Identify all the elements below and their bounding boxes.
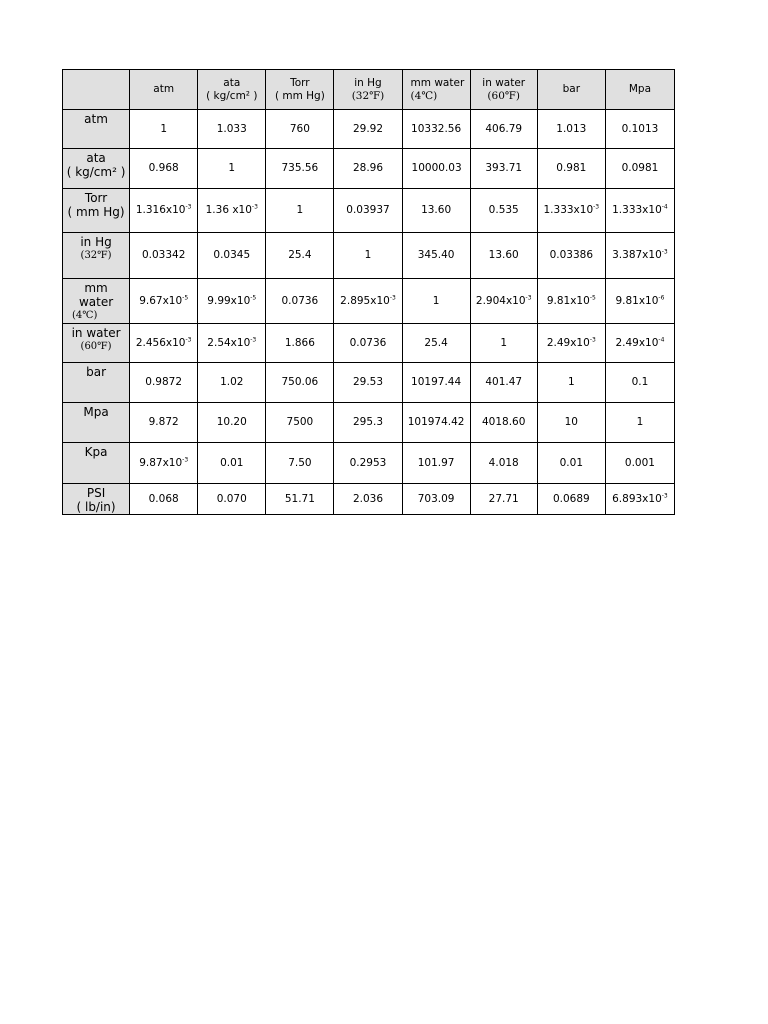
value-cell xyxy=(266,484,334,515)
column-header-line2: (32℉) xyxy=(351,89,385,102)
value-base: 0.0345 xyxy=(213,249,251,261)
value-cell xyxy=(537,484,605,515)
value-base: 0.1013 xyxy=(621,122,659,135)
value-exponent: -3 xyxy=(182,456,189,463)
value-base: 3.387x10 xyxy=(612,249,662,261)
value-cell xyxy=(130,324,198,363)
row-header xyxy=(63,484,130,515)
row-header-line1: in water xyxy=(71,326,121,340)
row-header xyxy=(63,403,130,443)
value-base: 51.71 xyxy=(284,492,315,505)
value-base: 0.070 xyxy=(216,492,247,505)
value-base: 9.99x10 xyxy=(207,294,251,307)
value-cell xyxy=(334,189,402,233)
column-header xyxy=(130,70,198,110)
value-base: 0.01 xyxy=(220,456,244,469)
value-base: 1.333x10 xyxy=(612,204,662,216)
value-base: 1 xyxy=(160,122,167,135)
value-cell xyxy=(537,189,605,233)
value-base: 1 xyxy=(432,294,440,307)
row-header-line1: bar xyxy=(86,365,106,379)
value-cell xyxy=(605,324,674,363)
row-header-line2: ( lb/in) xyxy=(76,500,116,514)
value-cell xyxy=(470,324,537,363)
table-row xyxy=(63,324,675,363)
value-base: 1.316x10 xyxy=(135,204,186,216)
value-cell xyxy=(198,443,266,484)
value-cell xyxy=(266,110,334,149)
value-base: 703.09 xyxy=(417,492,455,505)
value-cell xyxy=(402,484,470,515)
value-cell xyxy=(266,189,334,233)
value-exponent: -5 xyxy=(250,294,257,301)
value-base: 0.0736 xyxy=(349,336,387,349)
value-cell xyxy=(334,110,402,149)
table-row xyxy=(63,110,675,149)
value-cell xyxy=(266,403,334,443)
row-header xyxy=(63,443,130,484)
row-header xyxy=(63,363,130,403)
value-base: 393.71 xyxy=(485,162,523,174)
value-cell xyxy=(402,279,470,324)
value-base: 0.068 xyxy=(148,492,179,505)
value-cell xyxy=(334,279,402,324)
value-base: 10 xyxy=(564,416,578,428)
value-exponent: -4 xyxy=(661,203,668,211)
value-cell xyxy=(130,149,198,189)
value-cell xyxy=(470,363,537,403)
value-cell xyxy=(198,149,266,189)
value-cell xyxy=(130,110,198,149)
value-base: 9.872 xyxy=(148,416,179,428)
value-base: 25.4 xyxy=(424,336,448,349)
value-base: 101974.42 xyxy=(407,416,465,428)
header-row xyxy=(63,70,675,110)
row-header-line1: Kpa xyxy=(84,445,108,459)
value-cell xyxy=(198,189,266,233)
value-cell xyxy=(334,484,402,515)
value-base: 9.81x10 xyxy=(615,294,659,307)
column-header-line1: Mpa xyxy=(628,83,652,95)
value-cell xyxy=(334,233,402,279)
column-header-line1: bar xyxy=(562,83,581,95)
value-base: 1.013 xyxy=(556,122,587,135)
value-base: 25.4 xyxy=(288,249,312,261)
value-cell xyxy=(605,233,674,279)
value-cell xyxy=(266,324,334,363)
value-cell xyxy=(537,324,605,363)
row-header-line3: (4℃) xyxy=(72,310,98,321)
value-base: 0.03342 xyxy=(141,249,186,261)
value-cell xyxy=(198,233,266,279)
value-cell xyxy=(266,149,334,189)
value-base: 2.895x10 xyxy=(340,294,390,307)
value-exponent: -3 xyxy=(525,294,532,301)
row-header xyxy=(63,110,130,149)
row-header-line1: in Hg xyxy=(80,235,112,249)
value-base: 1 xyxy=(500,336,508,349)
value-base: 2.54x10 xyxy=(207,336,251,349)
value-cell xyxy=(537,403,605,443)
value-cell xyxy=(198,110,266,149)
value-base: 7500 xyxy=(286,416,314,428)
value-base: 28.96 xyxy=(352,162,384,174)
table-row xyxy=(63,403,675,443)
value-base: 0.535 xyxy=(488,204,519,216)
row-header-line2: (32℉) xyxy=(80,250,112,261)
value-exponent: -3 xyxy=(589,336,596,343)
column-header-line2: ( kg/cm² ) xyxy=(206,89,258,102)
value-base: 13.60 xyxy=(421,204,452,216)
value-cell xyxy=(266,233,334,279)
row-header xyxy=(63,233,130,279)
value-cell xyxy=(402,403,470,443)
column-header-line2: ( mm Hg) xyxy=(274,89,325,102)
value-base: 101.97 xyxy=(417,456,455,469)
value-cell xyxy=(537,443,605,484)
value-base: 4.018 xyxy=(488,456,519,469)
value-base: 406.79 xyxy=(485,122,523,135)
value-exponent: -3 xyxy=(389,294,396,301)
column-header-line2: (4℃) xyxy=(410,89,438,102)
value-base: 1.36 x10 xyxy=(205,204,252,216)
value-base: 0.0736 xyxy=(281,294,319,307)
column-header-line1: atm xyxy=(153,83,175,95)
value-base: 6.893x10 xyxy=(612,492,662,505)
value-base: 1 xyxy=(364,249,372,261)
value-cell xyxy=(470,110,537,149)
value-cell xyxy=(198,403,266,443)
value-cell xyxy=(334,403,402,443)
value-base: 0.2953 xyxy=(349,456,387,469)
value-cell xyxy=(470,279,537,324)
value-base: 9.87x10 xyxy=(139,456,183,469)
value-cell xyxy=(470,189,537,233)
row-header xyxy=(63,324,130,363)
table-row xyxy=(63,149,675,189)
value-base: 0.9872 xyxy=(145,376,183,388)
value-cell xyxy=(605,149,674,189)
row-header xyxy=(63,189,130,233)
column-header xyxy=(605,70,674,110)
table-row xyxy=(63,443,675,484)
value-exponent: -3 xyxy=(250,336,257,343)
column-header-line1: Torr xyxy=(290,76,310,89)
value-base: 1.02 xyxy=(220,376,244,388)
value-base: 0.981 xyxy=(556,162,587,174)
value-base: 2.49x10 xyxy=(615,336,659,349)
value-base: 2.49x10 xyxy=(546,336,590,349)
value-base: 2.904x10 xyxy=(475,294,526,307)
value-cell xyxy=(198,324,266,363)
table-row xyxy=(63,279,675,324)
value-exponent: -5 xyxy=(182,294,189,301)
value-cell xyxy=(198,279,266,324)
value-exponent: -3 xyxy=(661,248,668,256)
value-cell xyxy=(470,484,537,515)
value-exponent: -3 xyxy=(185,203,192,211)
value-exponent: -4 xyxy=(658,336,665,343)
column-header xyxy=(470,70,537,110)
value-base: 10000.03 xyxy=(411,162,462,174)
value-cell xyxy=(605,403,674,443)
value-cell xyxy=(537,149,605,189)
column-header xyxy=(266,70,334,110)
value-cell xyxy=(605,189,674,233)
row-header-line2: water xyxy=(78,295,114,309)
value-cell xyxy=(334,149,402,189)
table-row xyxy=(63,484,675,515)
value-base: 0.001 xyxy=(624,456,655,469)
column-header-line2: (60℉) xyxy=(487,89,520,102)
table-row xyxy=(63,233,675,279)
column-header xyxy=(334,70,402,110)
value-cell xyxy=(130,279,198,324)
value-exponent: -3 xyxy=(593,203,600,211)
value-base: 1 xyxy=(636,416,644,428)
value-base: 10332.56 xyxy=(411,122,462,135)
value-cell xyxy=(402,149,470,189)
value-cell xyxy=(605,363,674,403)
value-base: 10.20 xyxy=(216,416,247,428)
value-cell xyxy=(334,443,402,484)
row-header-line2: ( kg/cm² ) xyxy=(66,165,126,179)
value-cell xyxy=(605,110,674,149)
row-header-line1: PSI xyxy=(86,486,106,500)
value-cell xyxy=(402,363,470,403)
value-cell xyxy=(402,324,470,363)
value-cell xyxy=(470,443,537,484)
row-header-line2: (60℉) xyxy=(80,341,112,352)
value-base: 0.03937 xyxy=(346,204,390,216)
value-cell xyxy=(537,363,605,403)
value-base: 0.1 xyxy=(631,376,649,388)
column-header xyxy=(198,70,266,110)
value-cell xyxy=(470,233,537,279)
value-base: 29.53 xyxy=(352,376,384,388)
value-cell xyxy=(266,279,334,324)
value-base: 1 xyxy=(567,376,575,388)
column-header-line1: ata xyxy=(223,76,241,89)
table-row xyxy=(63,189,675,233)
value-base: 9.67x10 xyxy=(139,294,183,307)
value-base: 9.81x10 xyxy=(546,294,590,307)
value-cell xyxy=(266,443,334,484)
value-base: 4018.60 xyxy=(482,416,526,428)
value-cell xyxy=(605,443,674,484)
value-cell xyxy=(130,403,198,443)
value-base: 760 xyxy=(289,122,310,135)
row-header-line1: mm xyxy=(84,281,108,295)
value-base: 401.47 xyxy=(485,376,523,388)
value-base: 0.01 xyxy=(559,456,584,469)
value-cell xyxy=(402,110,470,149)
value-cell xyxy=(130,484,198,515)
column-header xyxy=(402,70,470,110)
value-cell xyxy=(334,324,402,363)
value-base: 1 xyxy=(228,162,236,174)
table-row xyxy=(63,363,675,403)
value-base: 1.033 xyxy=(216,122,247,135)
pressure-conversion-table xyxy=(62,69,675,515)
value-cell xyxy=(130,363,198,403)
value-base: 27.71 xyxy=(488,492,519,505)
value-base: 345.40 xyxy=(417,249,455,261)
row-header xyxy=(63,149,130,189)
value-base: 0.968 xyxy=(148,162,179,174)
column-header-line1: mm water xyxy=(410,76,465,89)
row-header xyxy=(63,279,130,324)
value-cell xyxy=(402,443,470,484)
value-cell xyxy=(537,279,605,324)
value-base: 13.60 xyxy=(488,249,519,261)
value-base: 0.0689 xyxy=(552,492,590,505)
value-exponent: -3 xyxy=(251,203,258,211)
value-base: 0.03386 xyxy=(549,249,594,261)
row-header-line1: ata xyxy=(86,151,106,165)
value-cell xyxy=(198,363,266,403)
value-exponent: -5 xyxy=(589,294,596,301)
column-header xyxy=(537,70,605,110)
value-cell xyxy=(537,110,605,149)
value-base: 735.56 xyxy=(281,162,319,174)
value-cell xyxy=(605,279,674,324)
value-base: 10197.44 xyxy=(411,376,462,388)
value-base: 1.333x10 xyxy=(543,204,594,216)
column-header-line1: in Hg xyxy=(354,76,382,89)
value-base: 0.0981 xyxy=(621,162,659,174)
value-exponent: -3 xyxy=(661,492,668,499)
value-base: 750.06 xyxy=(281,376,319,388)
value-base: 1.866 xyxy=(284,336,315,349)
value-cell xyxy=(402,189,470,233)
value-cell xyxy=(605,484,674,515)
value-base: 1 xyxy=(296,204,304,216)
value-cell xyxy=(130,443,198,484)
value-cell xyxy=(402,233,470,279)
row-header-line2: ( mm Hg) xyxy=(67,205,125,219)
value-base: 29.92 xyxy=(352,122,384,135)
column-header-line1: in water xyxy=(482,76,526,89)
value-base: 7.50 xyxy=(288,456,312,469)
value-exponent: -6 xyxy=(658,294,665,301)
corner-cell xyxy=(63,70,130,110)
value-cell xyxy=(334,363,402,403)
row-header-line1: atm xyxy=(84,112,108,126)
value-cell xyxy=(130,189,198,233)
value-base: 2.456x10 xyxy=(135,336,186,349)
value-cell xyxy=(130,233,198,279)
value-base: 2.036 xyxy=(352,492,384,505)
value-cell xyxy=(537,233,605,279)
value-cell xyxy=(198,484,266,515)
value-cell xyxy=(470,403,537,443)
value-exponent: -3 xyxy=(185,336,192,343)
value-cell xyxy=(470,149,537,189)
value-cell xyxy=(266,363,334,403)
row-header-line1: Torr xyxy=(84,191,108,205)
value-base: 295.3 xyxy=(352,416,384,428)
row-header-line1: Mpa xyxy=(83,405,109,419)
